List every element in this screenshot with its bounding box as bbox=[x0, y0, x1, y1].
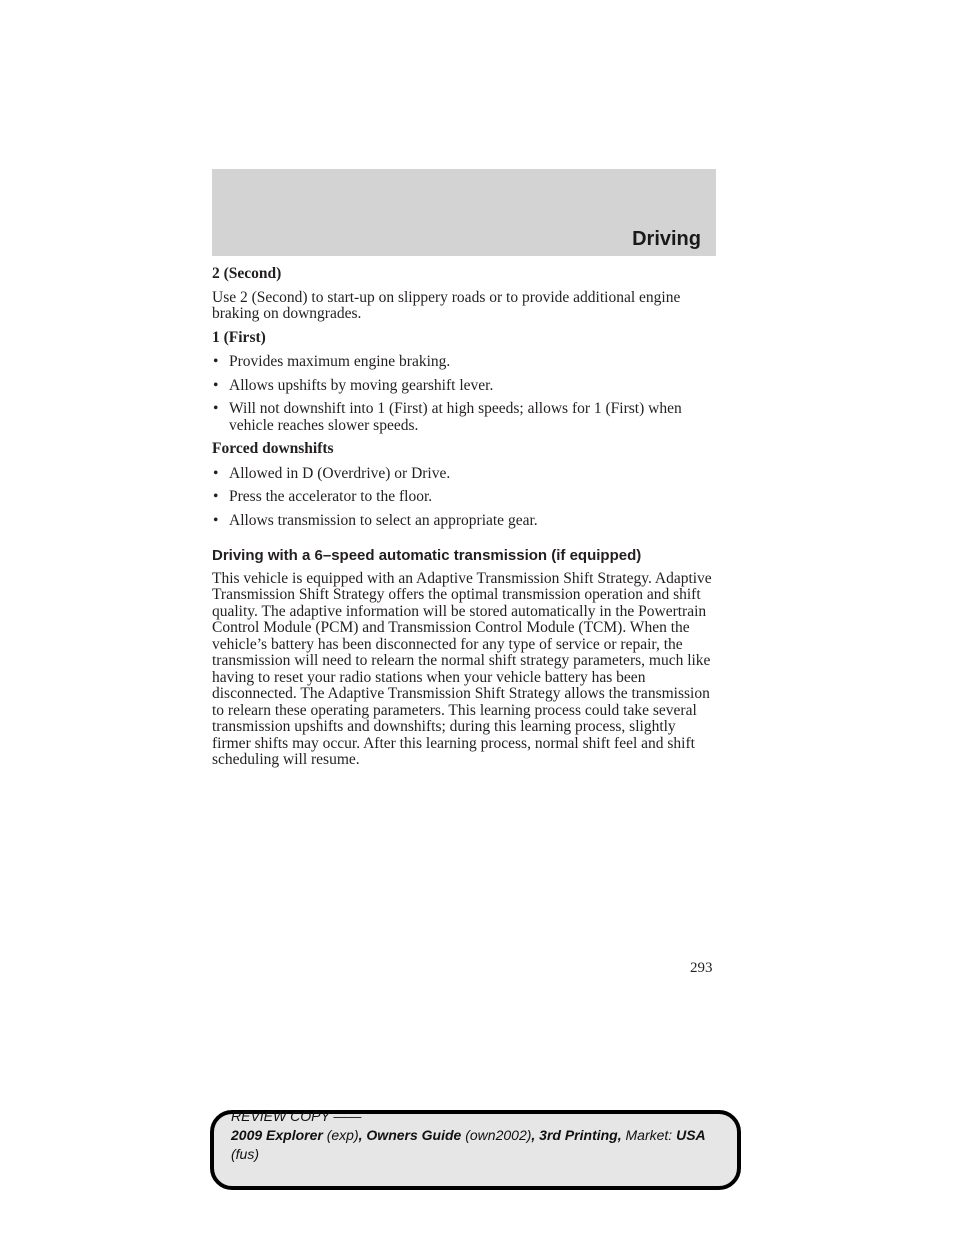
footer-guide-code: (own2002) bbox=[465, 1127, 532, 1143]
bullet-icon: • bbox=[213, 400, 219, 417]
bullet-icon: • bbox=[213, 511, 219, 529]
heading-forced-downshifts: Forced downshifts bbox=[212, 440, 334, 457]
first-bullet-list bbox=[212, 354, 718, 434]
heading-first: 1 (First) bbox=[212, 328, 266, 346]
list-item-text: Provides maximum engine braking. bbox=[229, 353, 451, 370]
footer-model-code: (exp) bbox=[326, 1127, 359, 1143]
footer-review-label: REVIEW COPY —— bbox=[231, 1108, 362, 1124]
list-item bbox=[212, 489, 718, 506]
footer-market-code: (fus) bbox=[231, 1146, 259, 1162]
page-content bbox=[212, 266, 718, 769]
list-item bbox=[212, 513, 718, 530]
paragraph-six-speed: This vehicle is equipped with an Adaptive Transmission Shift Strategy. Adaptive Transmission Shift Strategy offers the optimal transmission operation and shift quality. The adaptive information will be stored automatically in the Powertrain Control Module (PCM) and Transmission Control Module (TCM). When the vehicle’s battery has been disconnected for any type of service or repair, the transmission will need to relearn the normal shift strategy parameters, much like having to reset your radio stations when your vehicle battery has been disconnected. The Adaptive Transmission Shift Strategy allows the transmission to relearn these operating parameters. This learning process could take several transmission upshifts and downshifts; during this learning process, slightly firmer shifts may occur. After this learning process, normal shift feel and shift scheduling will resume. bbox=[212, 569, 712, 768]
footer-printing: , 3rd Printing, bbox=[531, 1127, 622, 1143]
footer-text bbox=[231, 1110, 731, 1164]
list-item bbox=[212, 378, 718, 395]
list-item-text: Allows transmission to select an appropriate gear. bbox=[229, 511, 538, 529]
footer-guide: , Owners Guide bbox=[358, 1127, 462, 1143]
footer-model: 2009 Explorer bbox=[231, 1127, 323, 1143]
forced-bullet-list bbox=[212, 466, 718, 530]
heading-second: 2 (Second) bbox=[212, 265, 282, 282]
bullet-icon: • bbox=[213, 488, 219, 505]
section-header-band bbox=[212, 169, 716, 256]
bullet-icon: • bbox=[213, 353, 219, 370]
page-number: 293 bbox=[690, 960, 713, 976]
bullet-icon: • bbox=[213, 464, 219, 482]
paragraph-second: Use 2 (Second) to start-up on slippery roads or to provide additional engine braking on downgrades. bbox=[212, 288, 681, 322]
footer-market-label: Market: bbox=[625, 1127, 673, 1143]
list-item-text: Press the accelerator to the floor. bbox=[229, 488, 433, 505]
list-item bbox=[212, 466, 718, 483]
section-title: Driving bbox=[632, 228, 701, 250]
bullet-icon: • bbox=[213, 376, 219, 394]
footer-market: USA bbox=[676, 1127, 706, 1143]
list-item-text: Will not downshift into 1 (First) at high speeds; allows for 1 (First) when vehicle reaches slower speeds. bbox=[229, 400, 682, 434]
list-item bbox=[212, 401, 718, 434]
list-item-text: Allowed in D (Overdrive) or Drive. bbox=[229, 464, 451, 482]
list-item bbox=[212, 354, 718, 371]
list-item-text: Allows upshifts by moving gearshift lever. bbox=[229, 376, 494, 394]
heading-six-speed: Driving with a 6–speed automatic transmission (if equipped) bbox=[212, 547, 642, 564]
